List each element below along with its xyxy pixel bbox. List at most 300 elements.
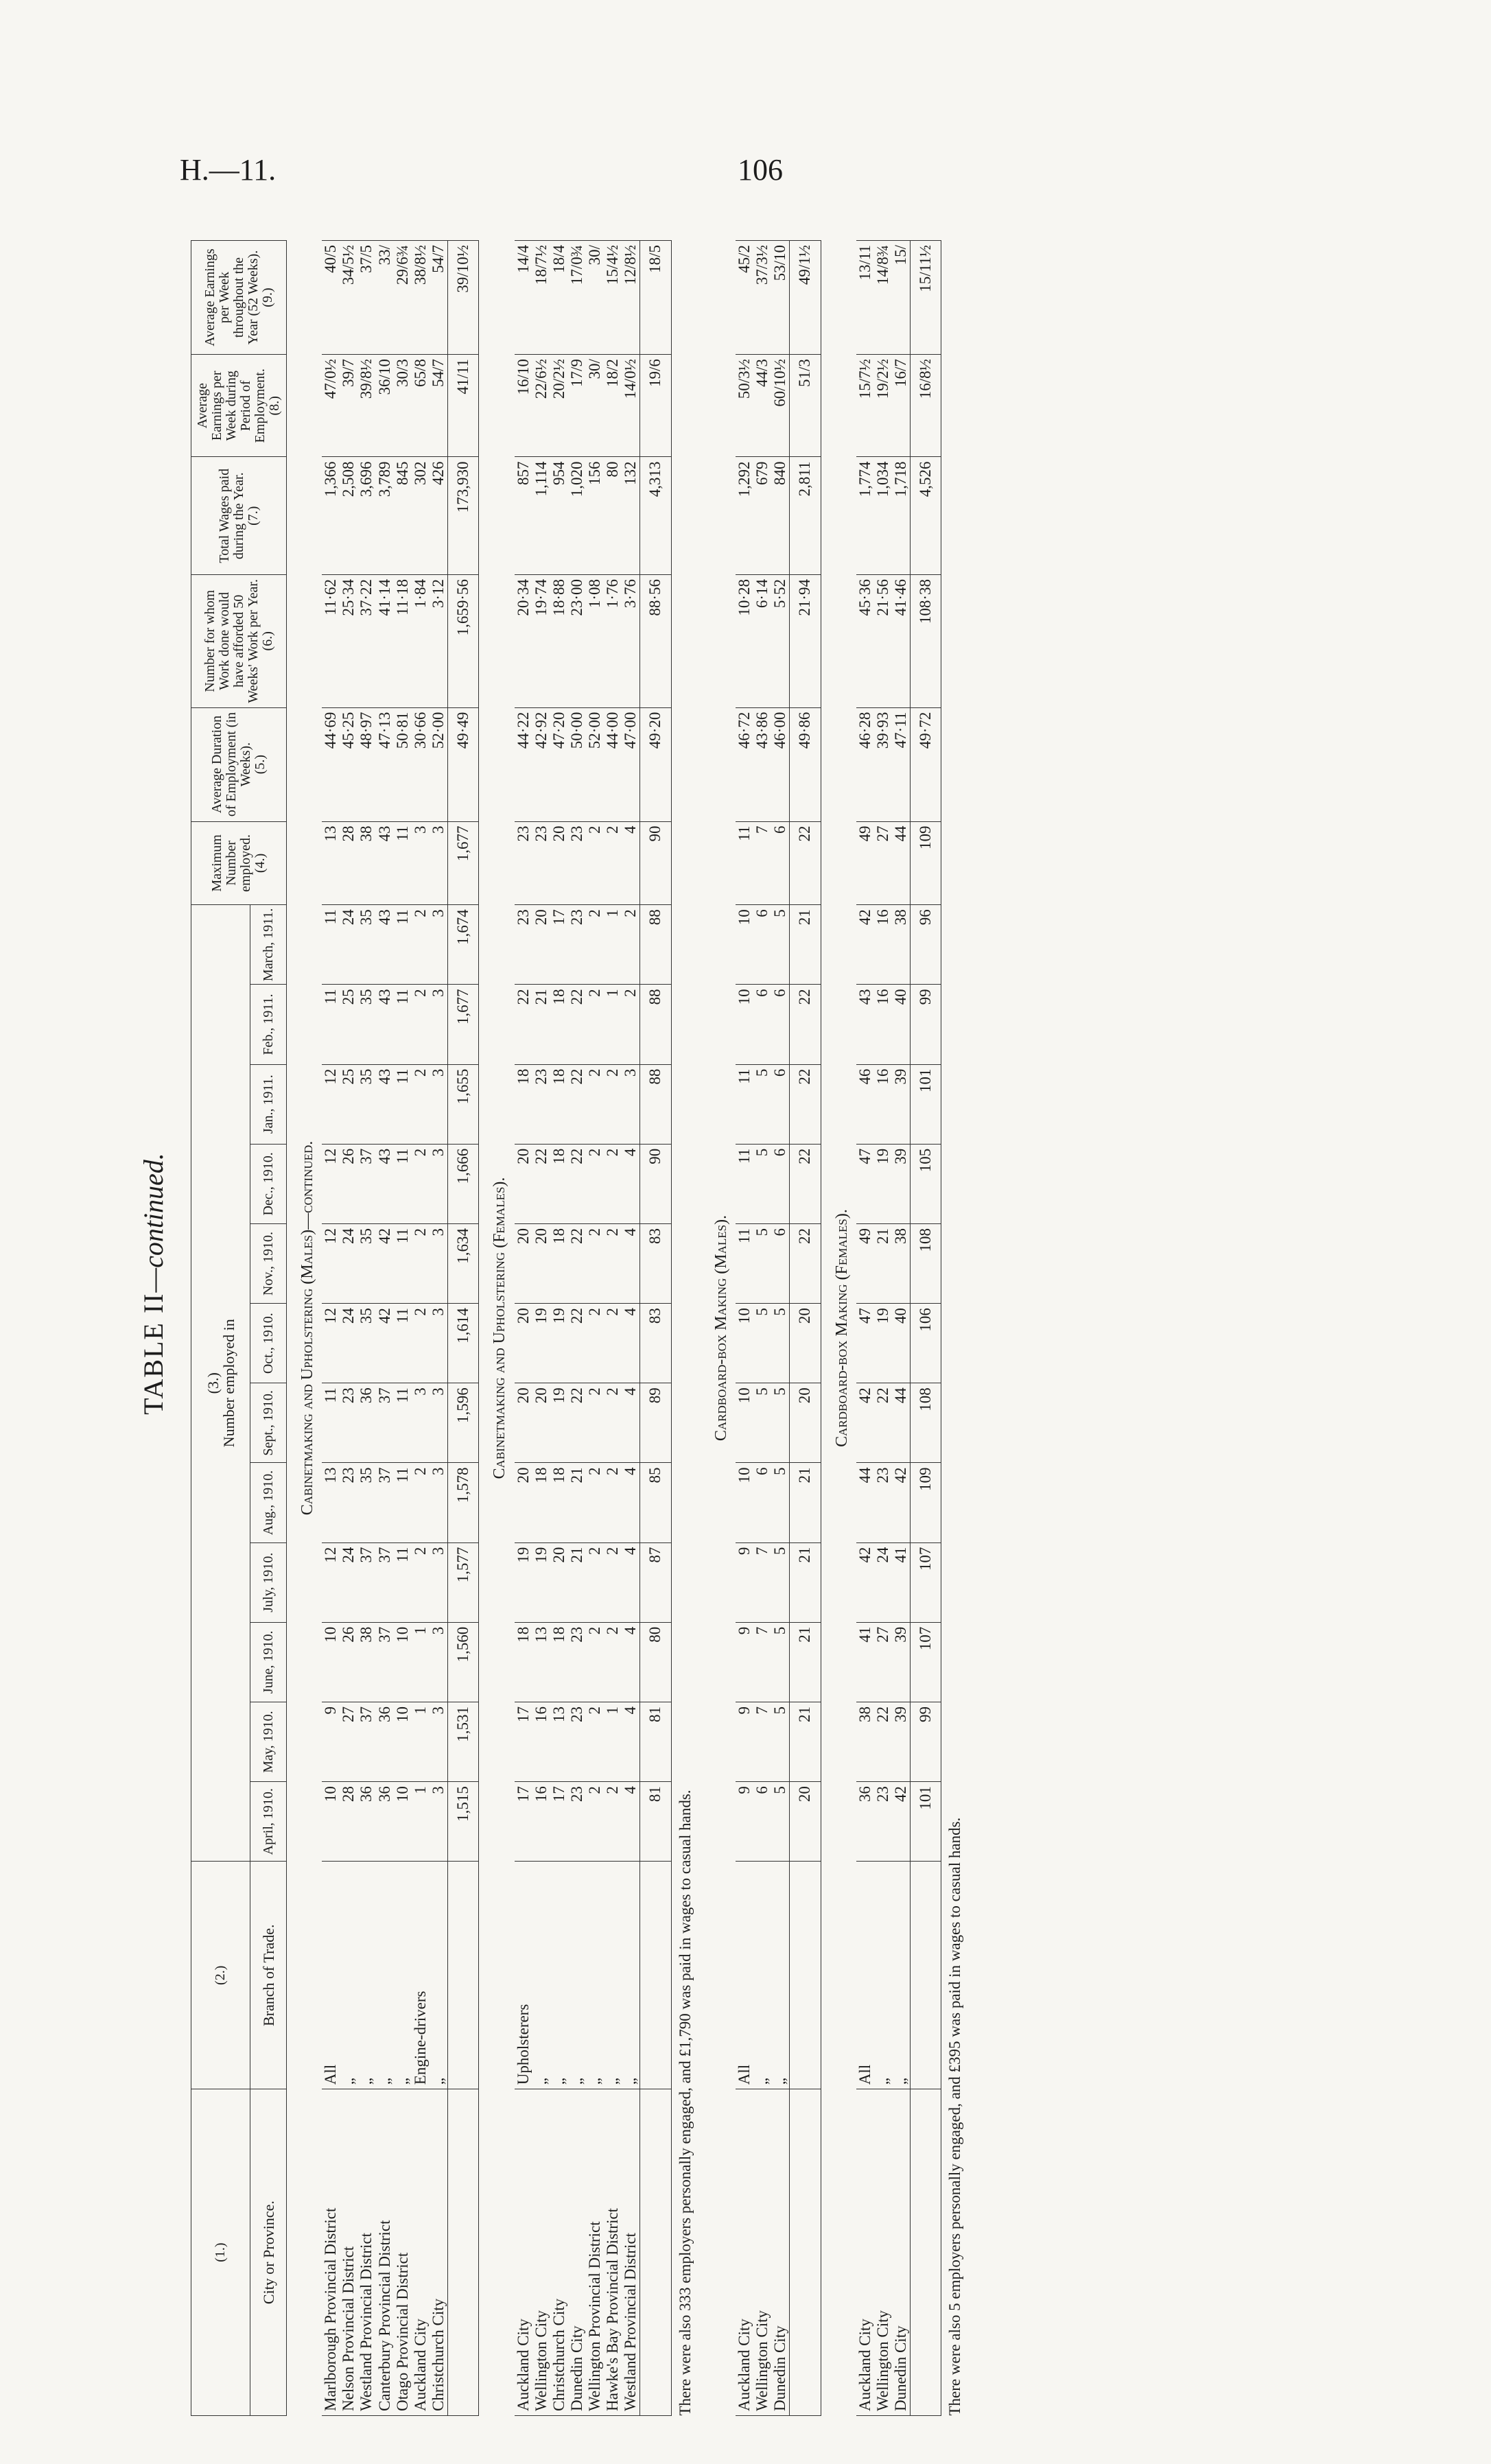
month-count-cell: 2 bbox=[586, 905, 604, 985]
max-employed-cell: 49 bbox=[856, 821, 874, 905]
total-wages-cell: 1,366 bbox=[322, 457, 340, 575]
earnings-period-cell: 14/0½ bbox=[622, 355, 640, 457]
month-count-cell: 3 bbox=[430, 1383, 448, 1463]
month-count-cell: 6 bbox=[771, 1144, 790, 1223]
total-month-cell: 1,666 bbox=[448, 1144, 479, 1223]
city-cell: Christchurch City bbox=[550, 2089, 568, 2416]
branch-cell: All bbox=[856, 1862, 874, 2089]
table-row bbox=[340, 241, 357, 2416]
total-branch-cell bbox=[790, 1862, 821, 2089]
month-header: Nov., 1910. bbox=[250, 1223, 287, 1303]
month-count-cell: 22 bbox=[515, 985, 532, 1064]
month-count-cell: 24 bbox=[874, 1542, 892, 1622]
month-count-cell: 2 bbox=[586, 1064, 604, 1144]
month-count-cell: 5 bbox=[771, 1383, 790, 1463]
branch-cell: All bbox=[322, 1862, 340, 2089]
total-month-cell: 88 bbox=[640, 905, 671, 985]
month-count-cell: 6 bbox=[753, 1782, 771, 1862]
month-count-cell: 37 bbox=[357, 1542, 375, 1622]
month-count-cell: 16 bbox=[874, 1064, 892, 1144]
month-count-cell: 11 bbox=[394, 1144, 412, 1223]
month-count-cell: 4 bbox=[622, 1542, 640, 1622]
total-duration-cell: 49·86 bbox=[790, 707, 821, 821]
month-count-cell: 3 bbox=[430, 905, 448, 985]
section-title: Cardboard-box Making (Males). bbox=[712, 1215, 730, 1442]
month-count-cell: 18 bbox=[550, 985, 568, 1064]
month-count-cell: 22 bbox=[568, 1064, 586, 1144]
city-cell: Wellington Provincial District bbox=[586, 2089, 604, 2416]
fifty-weeks-cell: 19·74 bbox=[532, 574, 550, 707]
total-earnings-year-cell: 39/10½ bbox=[448, 241, 479, 355]
avg-duration-cell: 46·72 bbox=[736, 707, 753, 821]
footnote-row bbox=[941, 241, 971, 2416]
month-count-cell: 11 bbox=[394, 1383, 412, 1463]
month-count-cell: 11 bbox=[736, 1223, 753, 1303]
max-employed-cell: 3 bbox=[412, 821, 430, 905]
month-count-cell: 3 bbox=[430, 1304, 448, 1383]
total-month-cell: 81 bbox=[640, 1782, 671, 1862]
total-month-cell: 107 bbox=[911, 1622, 941, 1702]
max-employed-cell: 2 bbox=[604, 821, 622, 905]
month-count-cell: 36 bbox=[376, 1702, 394, 1781]
total-month-cell: 1,614 bbox=[448, 1304, 479, 1383]
month-count-cell: 43 bbox=[376, 1144, 394, 1223]
table-row bbox=[856, 241, 874, 2416]
month-count-cell: 37 bbox=[357, 1144, 375, 1223]
month-count-cell: 1 bbox=[412, 1622, 430, 1702]
avg-duration-cell: 47·11 bbox=[892, 707, 911, 821]
total-earnings-year-cell: 18/5 bbox=[640, 241, 671, 355]
total-month-cell: 87 bbox=[640, 1542, 671, 1622]
total-label-cell bbox=[790, 2089, 821, 2416]
month-count-cell: 37 bbox=[376, 1542, 394, 1622]
city-cell: Hawke's Bay Provincial District bbox=[604, 2089, 622, 2416]
branch-cell: „ bbox=[604, 1862, 622, 2089]
branch-cell: Upholsterers bbox=[515, 1862, 532, 2089]
total-earnings-period-cell: 51/3 bbox=[790, 355, 821, 457]
month-count-cell: 18 bbox=[515, 1622, 532, 1702]
month-count-cell: 7 bbox=[753, 1702, 771, 1781]
section-heading-row bbox=[479, 241, 515, 2416]
month-count-cell: 10 bbox=[736, 1463, 753, 1542]
earnings-year-cell: 14/4 bbox=[515, 241, 532, 355]
total-wages-cell: 857 bbox=[515, 457, 532, 575]
total-row bbox=[448, 241, 479, 2416]
total-month-cell: 1,560 bbox=[448, 1622, 479, 1702]
month-count-cell: 2 bbox=[412, 1542, 430, 1622]
month-count-cell: 21 bbox=[568, 1542, 586, 1622]
table-title-main: TABLE II bbox=[138, 1292, 169, 1415]
earnings-period-cell: 50/3½ bbox=[736, 355, 753, 457]
month-count-cell: 9 bbox=[736, 1782, 753, 1862]
table-title-suffix: —continued. bbox=[138, 1153, 169, 1293]
total-month-cell: 22 bbox=[790, 1064, 821, 1144]
table-row bbox=[736, 241, 753, 2416]
month-count-cell: 12 bbox=[322, 1223, 340, 1303]
table-row bbox=[771, 241, 790, 2416]
table-title bbox=[137, 1078, 169, 1490]
earnings-period-cell: 18/2 bbox=[604, 355, 622, 457]
month-count-cell: 23 bbox=[568, 1702, 586, 1781]
col5-header bbox=[191, 707, 287, 821]
fifty-weeks-cell: 37·22 bbox=[357, 574, 375, 707]
month-count-cell: 36 bbox=[357, 1383, 375, 1463]
month-count-cell: 35 bbox=[357, 1463, 375, 1542]
fifty-weeks-cell: 1·08 bbox=[586, 574, 604, 707]
fifty-weeks-cell: 45·36 bbox=[856, 574, 874, 707]
max-employed-cell: 11 bbox=[736, 821, 753, 905]
month-count-cell: 19 bbox=[550, 1383, 568, 1463]
total-month-cell: 20 bbox=[790, 1782, 821, 1862]
table-row bbox=[568, 241, 586, 2416]
month-count-cell: 5 bbox=[753, 1144, 771, 1223]
earnings-year-cell: 38/8½ bbox=[412, 241, 430, 355]
avg-duration-cell: 46·28 bbox=[856, 707, 874, 821]
month-count-cell: 10 bbox=[736, 905, 753, 985]
total-month-cell: 107 bbox=[911, 1542, 941, 1622]
month-count-cell: 9 bbox=[736, 1702, 753, 1781]
total-wages-cell: 1,292 bbox=[736, 457, 753, 575]
month-count-cell: 11 bbox=[394, 1223, 412, 1303]
total-fifty-cell: 88·56 bbox=[640, 574, 671, 707]
month-count-cell: 43 bbox=[856, 985, 874, 1064]
total-month-cell: 21 bbox=[790, 1622, 821, 1702]
footnote: There were also 333 employers personally engaged, and £1,790 was paid in wages to casual hands. bbox=[676, 1790, 694, 2416]
month-count-cell: 40 bbox=[892, 1304, 911, 1383]
month-count-cell: 5 bbox=[753, 1304, 771, 1383]
earnings-year-cell: 18/4 bbox=[550, 241, 568, 355]
month-count-cell: 12 bbox=[322, 1064, 340, 1144]
month-count-cell: 18 bbox=[550, 1144, 568, 1223]
month-count-cell: 2 bbox=[586, 985, 604, 1064]
col5-label: Average Duration of Employment (in Weeks). bbox=[209, 712, 253, 817]
max-employed-cell: 23 bbox=[568, 821, 586, 905]
section-heading-row bbox=[287, 241, 322, 2416]
col6-label: Number for whom Work done would have afforded 50 Weeks' Work per Year. bbox=[202, 579, 261, 703]
col4-number: (4.) bbox=[253, 853, 268, 873]
month-count-cell: 42 bbox=[892, 1782, 911, 1862]
fifty-weeks-cell: 1·84 bbox=[412, 574, 430, 707]
month-count-cell: 22 bbox=[568, 1304, 586, 1383]
col8-number: (8.) bbox=[267, 396, 282, 416]
month-count-cell: 2 bbox=[412, 1304, 430, 1383]
month-count-cell: 21 bbox=[874, 1223, 892, 1303]
col1-number: (1.) bbox=[191, 2089, 250, 2416]
earnings-period-cell: 36/10 bbox=[376, 355, 394, 457]
month-count-cell: 6 bbox=[771, 1064, 790, 1144]
month-count-cell: 20 bbox=[532, 1383, 550, 1463]
total-month-cell: 20 bbox=[790, 1383, 821, 1463]
month-count-cell: 18 bbox=[550, 1064, 568, 1144]
employment-table bbox=[191, 240, 970, 2416]
city-cell: Auckland City bbox=[856, 2089, 874, 2416]
col6-number: (6.) bbox=[259, 631, 275, 651]
month-count-cell: 3 bbox=[430, 1064, 448, 1144]
month-count-cell: 23 bbox=[515, 905, 532, 985]
earnings-period-cell: 39/7 bbox=[340, 355, 357, 457]
total-wages-cell: 3,696 bbox=[357, 457, 375, 575]
total-month-cell: 1,577 bbox=[448, 1542, 479, 1622]
month-count-cell: 23 bbox=[532, 1064, 550, 1144]
avg-duration-cell: 52·00 bbox=[430, 707, 448, 821]
month-count-cell: 2 bbox=[412, 1223, 430, 1303]
month-count-cell: 1 bbox=[412, 1702, 430, 1781]
month-count-cell: 43 bbox=[376, 985, 394, 1064]
month-count-cell: 39 bbox=[892, 1622, 911, 1702]
total-month-cell: 21 bbox=[790, 905, 821, 985]
max-employed-cell: 44 bbox=[892, 821, 911, 905]
month-count-cell: 4 bbox=[622, 1383, 640, 1463]
month-count-cell: 43 bbox=[376, 1064, 394, 1144]
col3-header bbox=[191, 905, 250, 1862]
branch-cell: „ bbox=[586, 1862, 604, 2089]
max-employed-cell: 2 bbox=[586, 821, 604, 905]
total-wages-cell: 302 bbox=[412, 457, 430, 575]
month-count-cell: 4 bbox=[622, 1463, 640, 1542]
total-month-cell: 1,655 bbox=[448, 1064, 479, 1144]
month-count-cell: 2 bbox=[586, 1782, 604, 1862]
month-count-cell: 2 bbox=[412, 905, 430, 985]
total-month-cell: 1,677 bbox=[448, 985, 479, 1064]
table-row bbox=[874, 241, 892, 2416]
avg-duration-cell: 39·93 bbox=[874, 707, 892, 821]
month-count-cell: 3 bbox=[412, 1383, 430, 1463]
total-wages-cell: 1,718 bbox=[892, 457, 911, 575]
city-cell: Nelson Provincial District bbox=[340, 2089, 357, 2416]
total-fifty-cell: 1,659·56 bbox=[448, 574, 479, 707]
month-count-cell: 3 bbox=[622, 1064, 640, 1144]
month-count-cell: 2 bbox=[604, 1383, 622, 1463]
avg-duration-cell: 43·86 bbox=[753, 707, 771, 821]
month-count-cell: 7 bbox=[753, 1542, 771, 1622]
month-count-cell: 22 bbox=[874, 1702, 892, 1781]
month-count-cell: 38 bbox=[892, 1223, 911, 1303]
month-count-cell: 11 bbox=[322, 905, 340, 985]
month-count-cell: 20 bbox=[515, 1383, 532, 1463]
month-count-cell: 5 bbox=[771, 1463, 790, 1542]
total-wages-cell: 1,020 bbox=[568, 457, 586, 575]
col9-label: Average Earnings per Week throughout the Year (52 Weeks). bbox=[202, 248, 261, 347]
total-month-cell: 99 bbox=[911, 985, 941, 1064]
month-count-cell: 2 bbox=[604, 1144, 622, 1223]
total-month-cell: 1,674 bbox=[448, 905, 479, 985]
month-count-cell: 10 bbox=[736, 985, 753, 1064]
month-count-cell: 10 bbox=[394, 1702, 412, 1781]
section-heading-row bbox=[701, 241, 736, 2416]
total-earnings-year-cell: 15/11½ bbox=[911, 241, 941, 355]
avg-duration-cell: 44·00 bbox=[604, 707, 622, 821]
month-count-cell: 3 bbox=[430, 1463, 448, 1542]
table-row bbox=[622, 241, 640, 2416]
earnings-period-cell: 20/2½ bbox=[550, 355, 568, 457]
earnings-period-cell: 54/7 bbox=[430, 355, 448, 457]
earnings-period-cell: 19/2½ bbox=[874, 355, 892, 457]
month-count-cell: 44 bbox=[856, 1463, 874, 1542]
total-earnings-period-cell: 16/8½ bbox=[911, 355, 941, 457]
month-count-cell: 42 bbox=[892, 1463, 911, 1542]
earnings-period-cell: 44/3 bbox=[753, 355, 771, 457]
branch-cell: „ bbox=[874, 1862, 892, 2089]
earnings-year-cell: 40/5 bbox=[322, 241, 340, 355]
month-count-cell: 19 bbox=[874, 1304, 892, 1383]
branch-cell: „ bbox=[376, 1862, 394, 2089]
month-count-cell: 19 bbox=[515, 1542, 532, 1622]
month-count-cell: 20 bbox=[515, 1463, 532, 1542]
month-count-cell: 11 bbox=[736, 1144, 753, 1223]
month-count-cell: 20 bbox=[532, 905, 550, 985]
table-row bbox=[604, 241, 622, 2416]
total-month-cell: 105 bbox=[911, 1144, 941, 1223]
branch-cell: All bbox=[736, 1862, 753, 2089]
city-cell: Auckland City bbox=[515, 2089, 532, 2416]
fifty-weeks-cell: 3·12 bbox=[430, 574, 448, 707]
month-count-cell: 3 bbox=[430, 985, 448, 1064]
month-count-cell: 11 bbox=[322, 985, 340, 1064]
total-wages-cell: 1,034 bbox=[874, 457, 892, 575]
table-row bbox=[412, 241, 430, 2416]
month-count-cell: 1 bbox=[412, 1782, 430, 1862]
total-max-cell: 22 bbox=[790, 821, 821, 905]
col9-header bbox=[191, 241, 287, 355]
month-header: Sept., 1910. bbox=[250, 1383, 287, 1463]
total-wages-cell: 679 bbox=[753, 457, 771, 575]
max-employed-cell: 6 bbox=[771, 821, 790, 905]
month-count-cell: 39 bbox=[892, 1702, 911, 1781]
month-count-cell: 2 bbox=[586, 1223, 604, 1303]
month-count-cell: 36 bbox=[856, 1782, 874, 1862]
total-month-cell: 21 bbox=[790, 1542, 821, 1622]
month-count-cell: 1 bbox=[604, 985, 622, 1064]
total-earnings-period-cell: 19/6 bbox=[640, 355, 671, 457]
month-count-cell: 2 bbox=[586, 1144, 604, 1223]
avg-duration-cell: 47·13 bbox=[376, 707, 394, 821]
branch-cell: „ bbox=[568, 1862, 586, 2089]
month-count-cell: 18 bbox=[550, 1622, 568, 1702]
rotated-table-page bbox=[137, 240, 1359, 2416]
total-month-cell: 22 bbox=[790, 985, 821, 1064]
branch-cell: „ bbox=[430, 1862, 448, 2089]
month-count-cell: 27 bbox=[874, 1622, 892, 1702]
branch-cell: „ bbox=[357, 1862, 375, 2089]
month-count-cell: 16 bbox=[532, 1702, 550, 1781]
month-count-cell: 13 bbox=[550, 1702, 568, 1781]
month-count-cell: 47 bbox=[856, 1144, 874, 1223]
total-duration-cell: 49·72 bbox=[911, 707, 941, 821]
total-month-cell: 81 bbox=[640, 1702, 671, 1781]
max-employed-cell: 13 bbox=[322, 821, 340, 905]
month-count-cell: 21 bbox=[568, 1463, 586, 1542]
fifty-weeks-cell: 10·28 bbox=[736, 574, 753, 707]
total-wages-cell: 845 bbox=[394, 457, 412, 575]
fifty-weeks-cell: 6·14 bbox=[753, 574, 771, 707]
fifty-weeks-cell: 41·14 bbox=[376, 574, 394, 707]
total-label-cell bbox=[640, 2089, 671, 2416]
col6-header bbox=[191, 574, 287, 707]
month-count-cell: 24 bbox=[340, 1304, 357, 1383]
month-count-cell: 2 bbox=[586, 1622, 604, 1702]
table-row bbox=[430, 241, 448, 2416]
fifty-weeks-cell: 21·56 bbox=[874, 574, 892, 707]
month-count-cell: 4 bbox=[622, 1622, 640, 1702]
col2-label: Branch of Trade. bbox=[250, 1862, 287, 2089]
total-month-cell: 1,578 bbox=[448, 1463, 479, 1542]
month-count-cell: 23 bbox=[874, 1782, 892, 1862]
month-count-cell: 37 bbox=[376, 1622, 394, 1702]
city-cell: Christchurch City bbox=[430, 2089, 448, 2416]
month-count-cell: 5 bbox=[771, 905, 790, 985]
total-month-cell: 99 bbox=[911, 1702, 941, 1781]
total-wages-cell: 954 bbox=[550, 457, 568, 575]
month-count-cell: 2 bbox=[622, 905, 640, 985]
month-count-cell: 20 bbox=[515, 1304, 532, 1383]
avg-duration-cell: 44·69 bbox=[322, 707, 340, 821]
max-employed-cell: 28 bbox=[340, 821, 357, 905]
month-count-cell: 39 bbox=[892, 1144, 911, 1223]
max-employed-cell: 4 bbox=[622, 821, 640, 905]
month-count-cell: 5 bbox=[771, 1542, 790, 1622]
month-count-cell: 41 bbox=[856, 1622, 874, 1702]
month-count-cell: 19 bbox=[532, 1304, 550, 1383]
col7-label: Total Wages paid during the Year. bbox=[216, 468, 246, 563]
month-count-cell: 42 bbox=[376, 1304, 394, 1383]
earnings-year-cell: 17/0¾ bbox=[568, 241, 586, 355]
earnings-year-cell: 37/5 bbox=[357, 241, 375, 355]
month-count-cell: 40 bbox=[892, 985, 911, 1064]
total-month-cell: 83 bbox=[640, 1223, 671, 1303]
avg-duration-cell: 50·00 bbox=[568, 707, 586, 821]
month-count-cell: 11 bbox=[736, 1064, 753, 1144]
total-month-cell: 21 bbox=[790, 1463, 821, 1542]
month-count-cell: 5 bbox=[753, 1223, 771, 1303]
city-cell: Marlborough Provincial District bbox=[322, 2089, 340, 2416]
month-count-cell: 47 bbox=[856, 1304, 874, 1383]
max-employed-cell: 23 bbox=[532, 821, 550, 905]
table-row bbox=[376, 241, 394, 2416]
month-count-cell: 23 bbox=[874, 1463, 892, 1542]
fifty-weeks-cell: 1·76 bbox=[604, 574, 622, 707]
footnote: There were also 5 employers personally engaged, and £395 was paid in wages to casual hands. bbox=[946, 1817, 964, 2416]
month-count-cell: 2 bbox=[586, 1702, 604, 1781]
month-count-cell: 26 bbox=[340, 1622, 357, 1702]
month-count-cell: 2 bbox=[604, 1064, 622, 1144]
month-header: July, 1910. bbox=[250, 1542, 287, 1622]
city-cell: Westland Provincial District bbox=[357, 2089, 375, 2416]
month-count-cell: 6 bbox=[771, 985, 790, 1064]
branch-cell: „ bbox=[340, 1862, 357, 2089]
month-count-cell: 49 bbox=[856, 1223, 874, 1303]
total-wages-cell: 2,811 bbox=[790, 457, 821, 575]
table-row bbox=[515, 241, 532, 2416]
month-count-cell: 17 bbox=[515, 1782, 532, 1862]
total-duration-cell: 49·20 bbox=[640, 707, 671, 821]
month-count-cell: 11 bbox=[394, 1304, 412, 1383]
avg-duration-cell: 52·00 bbox=[586, 707, 604, 821]
month-count-cell: 43 bbox=[376, 905, 394, 985]
month-count-cell: 4 bbox=[622, 1304, 640, 1383]
col7-number: (7.) bbox=[245, 506, 261, 526]
month-count-cell: 2 bbox=[604, 1304, 622, 1383]
month-header: March, 1911. bbox=[250, 905, 287, 985]
month-count-cell: 20 bbox=[515, 1144, 532, 1223]
month-count-cell: 4 bbox=[622, 1223, 640, 1303]
total-wages-cell: 173,930 bbox=[448, 457, 479, 575]
month-count-cell: 23 bbox=[340, 1463, 357, 1542]
month-count-cell: 20 bbox=[550, 1542, 568, 1622]
table-row bbox=[532, 241, 550, 2416]
month-header: May, 1910. bbox=[250, 1702, 287, 1781]
month-header: June, 1910. bbox=[250, 1622, 287, 1702]
month-count-cell: 23 bbox=[568, 1782, 586, 1862]
